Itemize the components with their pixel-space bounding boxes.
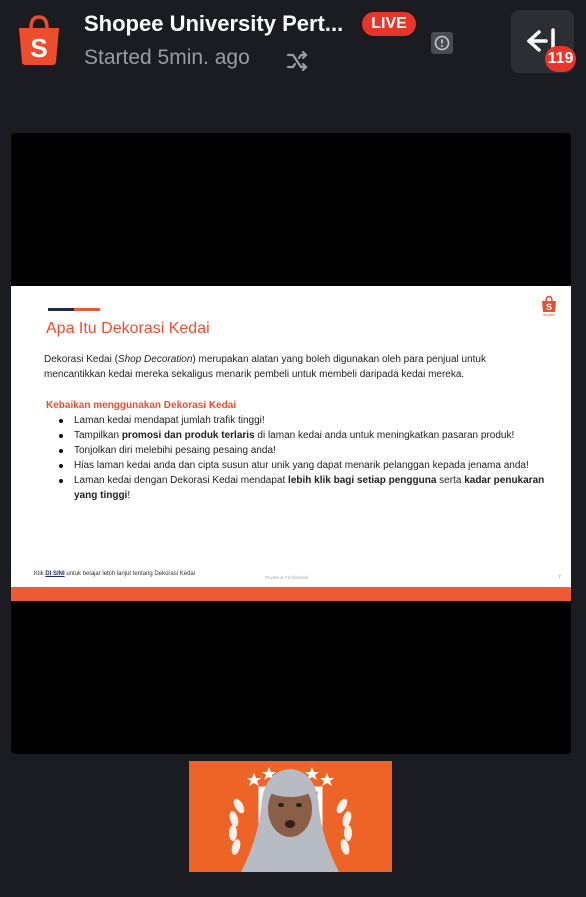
list-item: Tampilkan promosi dan produk terlaris di laman kedai anda untuk meningkatkan pasaran produk! xyxy=(74,428,564,443)
viewer-count-badge: 119 xyxy=(545,46,576,72)
slide-accent-line xyxy=(48,308,74,311)
page-number: 7 xyxy=(558,575,561,581)
learn-more-link[interactable]: DI SINI xyxy=(45,571,65,577)
slide-footer-bar xyxy=(11,587,571,601)
list-item: Tonjolkan diri melebihi pesaing pesaing anda! xyxy=(74,443,564,458)
shuffle-icon[interactable] xyxy=(286,50,308,72)
info-icon[interactable] xyxy=(431,32,453,54)
stream-started-time: Started 5min. ago xyxy=(84,46,250,69)
benefits-list xyxy=(51,413,564,503)
presenter-video-image xyxy=(189,761,392,872)
benefits-heading: Kebaikan menggunakan Dekorasi Kedai xyxy=(46,400,237,411)
slide-logo-text: Shopee xyxy=(542,313,556,317)
svg-text:S: S xyxy=(545,302,553,312)
presenter-camera[interactable] xyxy=(189,761,392,872)
shopee-logo-icon xyxy=(16,14,62,66)
list-item: Hias laman kedai anda dan cipta susun atur unik yang dapat menarik pelanggan kepada jenama anda! xyxy=(74,458,564,473)
live-badge: LIVE xyxy=(362,12,416,36)
list-item: Laman kedai dengan Dekorasi Kedai mendapat lebih klik bagi setiap pengguna serta kadar penukaran yang tinggi! xyxy=(74,473,564,503)
slide-intro: Dekorasi Kedai (Shop Decoration) merupakan alatan yang boleh digunakan oleh para penjual untuk mencantikkan kedai mereka sekaligus menarik pembeli untuk membeli daripada kedai mereka. xyxy=(44,354,486,380)
svg-text:S: S xyxy=(30,33,48,63)
slide-title: Apa Itu Dekorasi Kedai xyxy=(46,320,210,337)
slide-accent-line xyxy=(74,308,100,311)
confidential-label: Private & Confidential xyxy=(265,575,309,580)
presentation-slide xyxy=(11,286,571,601)
stream-title: Shopee University Pert... xyxy=(84,11,344,36)
slide-shopee-logo xyxy=(540,295,558,317)
slide-footer: Klik DI SINI untuk belajar lebih lanjut tentang Dekorasi Kedai xyxy=(34,571,196,577)
list-item: Laman kedai mendapat jumlah trafik tinggi! xyxy=(74,413,564,428)
